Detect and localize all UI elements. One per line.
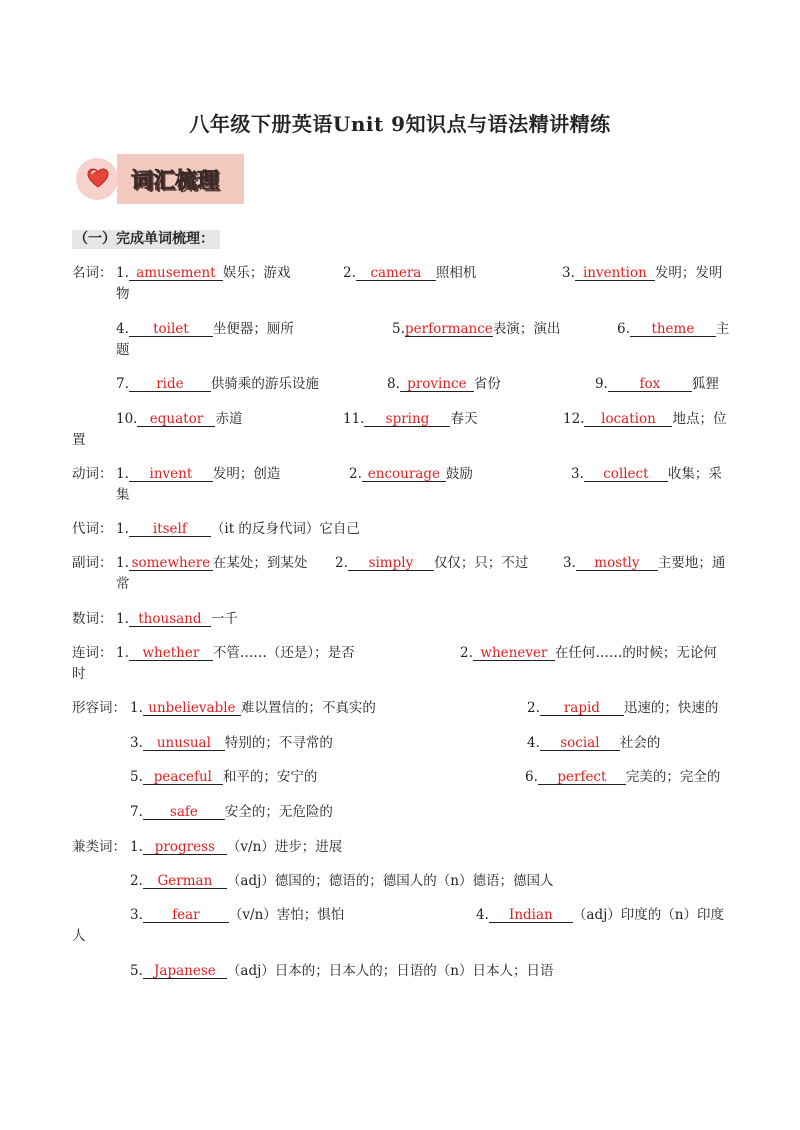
list-item: 6. perfect 完美的；完全的 (525, 769, 721, 785)
answer-blank: theme (630, 322, 716, 337)
list-item: 2. whenever 在任何……的时候；无论何 (460, 645, 717, 661)
list-item: 7. safe 安全的；无危险的 (130, 804, 333, 820)
answer-blank: collect (584, 467, 668, 482)
answer-blank: ride (129, 377, 211, 392)
list-item: 5. Japanese （adj）日本的；日本人的；日语的（n）日本人；日语 (130, 963, 554, 979)
answer-blank: mostly (576, 556, 658, 571)
answer-blank: progress (143, 840, 227, 855)
list-item: 11. spring 春天 (343, 411, 478, 427)
list-item: 8. province 省份 (387, 376, 501, 392)
answer-blank: social (540, 736, 620, 751)
answer-blank: Japanese (143, 964, 227, 979)
answer-blank: province (400, 377, 474, 392)
wrap-text: 常 (116, 576, 130, 592)
answer-blank: performance (405, 321, 493, 337)
answer-blank: toilet (129, 322, 213, 337)
list-item: 3. collect 收集；采 (571, 466, 722, 482)
list-item: 3. fear （v/n）害怕；惧怕 (130, 907, 345, 923)
category-label: 动词： (72, 466, 113, 482)
list-item: 2. rapid 迅速的；快速的 (527, 700, 719, 716)
list-item: 7. ride 供骑乘的游乐设施 (116, 376, 319, 392)
answer-blank: Indian (489, 908, 573, 923)
answer-blank: fear (143, 908, 229, 923)
wrap-text: 物 (116, 286, 130, 302)
list-item: 1. whether 不管……（还是）；是否 (116, 645, 355, 661)
category-label: 代词： (72, 521, 113, 537)
answer-blank: somewhere (129, 556, 213, 571)
list-item: 1. thousand 一千 (116, 611, 238, 627)
list-item: 4. toilet 坐便器；厕所 (116, 321, 294, 337)
answer-blank: perfect (538, 770, 626, 785)
heart-icon (86, 166, 110, 190)
list-item: 10. equator 赤道 (116, 411, 243, 427)
answer-blank: itself (129, 522, 211, 537)
section-banner (117, 154, 244, 204)
category-label: 名词： (72, 265, 113, 281)
list-item: 1. progress （v/n）进步；进展 (130, 839, 343, 855)
list-item: 5. peaceful 和平的；安宁的 (130, 769, 318, 785)
list-item: 1. unbelievable 难以置信的；不真实的 (130, 700, 376, 716)
list-item: 2. camera 照相机 (343, 265, 477, 281)
category-label: 数词： (72, 611, 113, 627)
answer-blank: spring (364, 412, 450, 427)
list-item: 1. invent 发明；创造 (116, 466, 281, 482)
answer-blank: camera (356, 266, 436, 281)
answer-blank: whether (129, 646, 213, 661)
category-label: 副词： (72, 555, 113, 571)
list-item: 4. social 社会的 (527, 735, 661, 751)
list-item: 1. somewhere 在某处；到某处 (116, 555, 308, 571)
answer-blank: thousand (129, 612, 211, 627)
list-item: 12. location 地点；位 (563, 411, 727, 427)
answer-blank: invent (129, 467, 213, 482)
answer-blank: whenever (473, 646, 555, 661)
category-label: 形容词： (72, 700, 126, 716)
answer-blank: fox (608, 377, 692, 392)
list-item: 4. Indian （adj）印度的（n）印度 (476, 907, 724, 923)
page-title: 八年级下册英语Unit 9知识点与语法精讲精练 (189, 112, 611, 136)
list-item: 6. theme 主 (617, 321, 730, 337)
list-item: 3. unusual 特别的；不寻常的 (130, 735, 333, 751)
wrap-text: 人 (72, 928, 86, 944)
answer-blank: simply (348, 556, 434, 571)
answer-blank: safe (143, 805, 225, 820)
answer-blank: location (584, 412, 672, 427)
section-subheading: （一）完成单词梳理： (72, 230, 220, 249)
list-item: 9. fox 狐狸 (595, 376, 719, 392)
list-item: 2. encourage 鼓励 (349, 466, 473, 482)
wrap-text: 题 (116, 342, 130, 358)
wrap-text: 集 (116, 487, 130, 503)
wrap-text: 置 (72, 432, 86, 448)
answer-blank: rapid (540, 701, 624, 716)
list-item: 3. mostly 主要地；通 (563, 555, 726, 571)
answer-blank: encourage (362, 467, 446, 482)
wrap-text: 时 (72, 666, 86, 682)
answer-blank: unusual (143, 736, 225, 751)
list-item: 3. invention 发明；发明 (562, 265, 723, 281)
category-label: 兼类词： (72, 839, 126, 855)
answer-blank: unbelievable (143, 701, 241, 716)
answer-blank: equator (137, 412, 215, 427)
category-label: 连词： (72, 645, 113, 661)
list-item: 5.performance表演；演出 (392, 321, 561, 337)
list-item: 1. amusement 娱乐；游戏 (116, 265, 291, 281)
answer-blank: German (143, 874, 227, 889)
answer-blank: amusement (129, 266, 223, 281)
list-item: 2. simply 仅仅；只；不过 (335, 555, 529, 571)
banner-label: 词汇梳理 (131, 169, 220, 194)
answer-blank: invention (575, 266, 655, 281)
list-item: 1. itself （it 的反身代词）它自己 (116, 521, 360, 537)
answer-blank: peaceful (143, 770, 223, 785)
list-item: 2. German （adj）德国的；德语的；德国人的（n）德语；德国人 (130, 873, 554, 889)
